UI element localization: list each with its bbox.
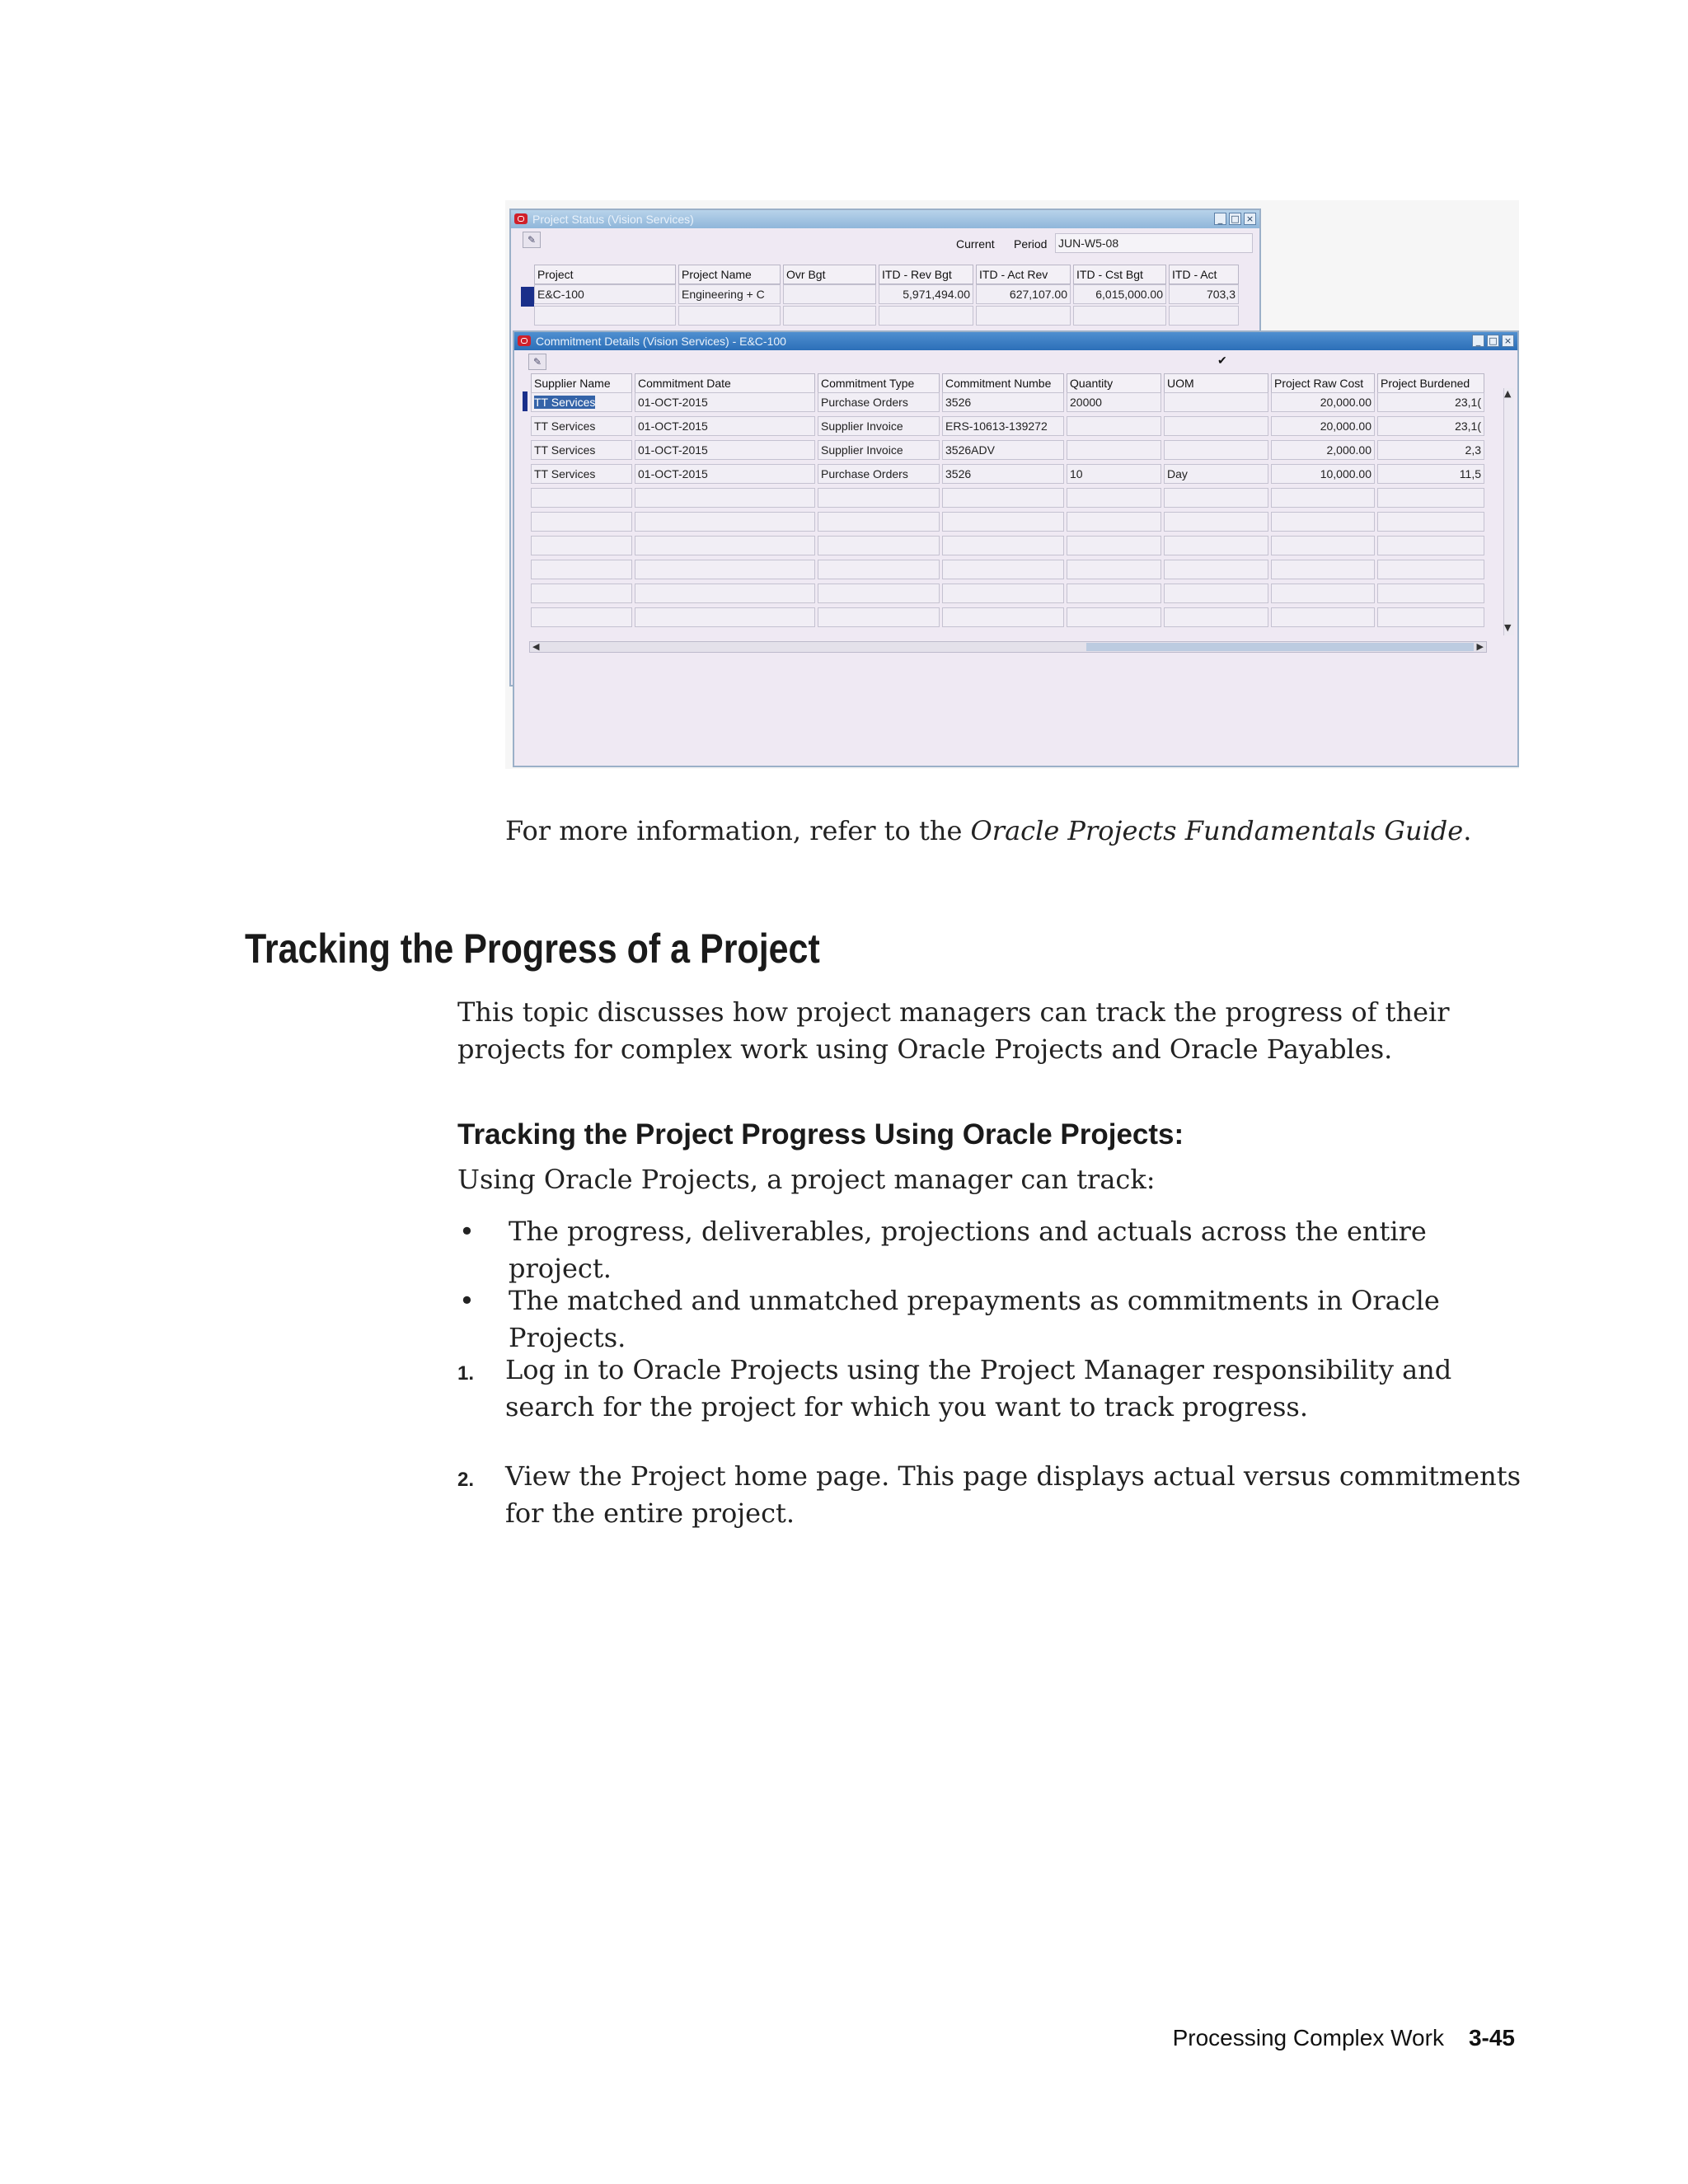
close-icon[interactable]: × bbox=[1502, 335, 1514, 347]
status-cell[interactable]: 627,107.00 bbox=[976, 284, 1071, 304]
status-cell[interactable] bbox=[534, 306, 676, 326]
chapter-title: Processing Complex Work bbox=[1172, 2025, 1444, 2050]
guide-title: Oracle Projects Fundamentals Guide bbox=[970, 815, 1464, 846]
empty-cell[interactable] bbox=[635, 560, 815, 579]
period-field[interactable]: JUN-W5-08 bbox=[1055, 233, 1253, 253]
commitment-column-header: Quantity bbox=[1067, 373, 1161, 393]
bullet-text: The matched and unmatched prepayments as commitments in Oracle Projects. bbox=[509, 1285, 1440, 1353]
maximize-icon[interactable]: □ bbox=[1487, 335, 1499, 347]
step-number: 2. bbox=[457, 1469, 475, 1491]
empty-cell[interactable] bbox=[531, 607, 632, 627]
commitment-column-header: Supplier Name bbox=[531, 373, 632, 393]
step-text: View the Project home page. This page displays actual versus commitments for the entire project. bbox=[505, 1460, 1521, 1529]
empty-cell[interactable] bbox=[942, 560, 1064, 579]
empty-cell[interactable] bbox=[942, 583, 1064, 603]
commitment-cell[interactable] bbox=[1067, 440, 1161, 460]
scroll-down-icon[interactable]: ▼ bbox=[1504, 622, 1512, 633]
status-column-header: ITD - Rev Bgt bbox=[879, 265, 973, 284]
current-label: Current bbox=[956, 237, 995, 251]
commitment-cell[interactable]: 01-OCT-2015 bbox=[635, 416, 815, 436]
commitment-window-titlebar bbox=[514, 332, 1517, 350]
status-cell[interactable] bbox=[678, 306, 781, 326]
commitment-cell[interactable]: Day bbox=[1164, 464, 1268, 484]
status-cell[interactable] bbox=[783, 306, 876, 326]
empty-cell[interactable] bbox=[1164, 560, 1268, 579]
status-cell[interactable] bbox=[1169, 306, 1239, 326]
step-number: 1. bbox=[457, 1362, 475, 1385]
commitment-cell[interactable]: 10,000.00 bbox=[1271, 464, 1375, 484]
checkmark-icon: ✔ bbox=[1217, 354, 1227, 367]
status-column-header: ITD - Cst Bgt bbox=[1073, 265, 1166, 284]
subsection-intro: Using Oracle Projects, a project manager can track: bbox=[457, 1164, 1156, 1195]
reference-period: . bbox=[1463, 815, 1472, 846]
empty-cell[interactable] bbox=[818, 512, 940, 532]
empty-cell[interactable] bbox=[1271, 488, 1375, 508]
commitment-cell[interactable] bbox=[1164, 440, 1268, 460]
reference-text: For more information, refer to the bbox=[505, 815, 971, 846]
empty-cell[interactable] bbox=[1067, 536, 1161, 555]
page-number: 3-45 bbox=[1468, 2025, 1515, 2050]
commitment-cell[interactable]: ERS-10613-139272 bbox=[942, 416, 1064, 436]
current-row-marker bbox=[521, 287, 534, 307]
empty-cell[interactable] bbox=[1271, 536, 1375, 555]
minimize-icon[interactable]: _ bbox=[1214, 213, 1226, 225]
commitment-cell[interactable]: 2,000.00 bbox=[1271, 440, 1375, 460]
empty-cell[interactable] bbox=[942, 536, 1064, 555]
empty-cell[interactable] bbox=[942, 488, 1064, 508]
folder-icon[interactable]: ✎ bbox=[528, 354, 546, 370]
empty-cell[interactable] bbox=[635, 583, 815, 603]
scroll-up-icon[interactable]: ▲ bbox=[1504, 388, 1512, 399]
commitment-cell[interactable]: 01-OCT-2015 bbox=[635, 464, 815, 484]
period-label: Period bbox=[1014, 237, 1048, 251]
commitment-column-header: Project Burdened bbox=[1377, 373, 1484, 393]
empty-cell[interactable] bbox=[531, 583, 632, 603]
status-cell[interactable] bbox=[783, 284, 876, 304]
empty-cell[interactable] bbox=[1164, 607, 1268, 627]
empty-cell[interactable] bbox=[531, 560, 632, 579]
commitment-cell[interactable]: Supplier Invoice bbox=[818, 440, 940, 460]
empty-cell[interactable] bbox=[1164, 583, 1268, 603]
commitment-column-header: Commitment Date bbox=[635, 373, 815, 393]
empty-cell[interactable] bbox=[635, 512, 815, 532]
status-cell[interactable] bbox=[879, 306, 973, 326]
status-window-title: Project Status (Vision Services) bbox=[532, 213, 694, 226]
section-heading: Tracking the Progress of a Project bbox=[245, 926, 820, 972]
empty-cell[interactable] bbox=[1067, 607, 1161, 627]
scroll-left-icon[interactable]: ◀ bbox=[532, 641, 540, 652]
bullet-text: The progress, deliverables, projections and actuals across the entire project. bbox=[509, 1216, 1427, 1284]
status-cell[interactable] bbox=[1073, 306, 1166, 326]
vertical-scrollbar[interactable] bbox=[1503, 388, 1514, 635]
status-column-header: Project Name bbox=[678, 265, 781, 284]
commitment-cell[interactable]: 3526 bbox=[942, 464, 1064, 484]
commitment-cell[interactable]: TT Services bbox=[531, 464, 632, 484]
commitment-cell[interactable]: 20,000.00 bbox=[1271, 392, 1375, 412]
bullet-icon: • bbox=[459, 1285, 475, 1316]
scrollbar-thumb[interactable] bbox=[1086, 643, 1474, 651]
maximize-icon[interactable]: □ bbox=[1229, 213, 1241, 225]
close-icon[interactable]: × bbox=[1244, 213, 1256, 225]
empty-cell[interactable] bbox=[1271, 583, 1375, 603]
empty-cell[interactable] bbox=[1164, 488, 1268, 508]
step-text: Log in to Oracle Projects using the Project Manager responsibility and search for the project for which you want to track progress. bbox=[505, 1354, 1452, 1422]
commitment-cell[interactable]: Purchase Orders bbox=[818, 464, 940, 484]
commitment-cell[interactable] bbox=[1164, 416, 1268, 436]
status-cell[interactable]: 703,3 bbox=[1169, 284, 1239, 304]
commitment-cell[interactable]: 20000 bbox=[1067, 392, 1161, 412]
commitment-details-window bbox=[513, 330, 1519, 767]
commitment-cell[interactable]: 01-OCT-2015 bbox=[635, 440, 815, 460]
commitment-cell[interactable] bbox=[1164, 392, 1268, 412]
status-column-header: Project bbox=[534, 265, 676, 284]
oracle-logo-icon bbox=[518, 335, 531, 346]
commitment-cell[interactable]: 11,5 bbox=[1377, 464, 1484, 484]
empty-cell[interactable] bbox=[635, 536, 815, 555]
reference-paragraph bbox=[505, 813, 1471, 850]
status-column-header: ITD - Act bbox=[1169, 265, 1239, 284]
empty-cell[interactable] bbox=[1377, 607, 1484, 627]
commitment-cell[interactable]: 3526ADV bbox=[942, 440, 1064, 460]
oracle-logo-icon bbox=[514, 213, 528, 224]
empty-cell[interactable] bbox=[1271, 607, 1375, 627]
page-footer bbox=[1173, 2025, 1515, 2051]
commitment-cell[interactable]: Supplier Invoice bbox=[818, 416, 940, 436]
commitment-column-header: Commitment Numbe bbox=[942, 373, 1064, 393]
commitment-window-title: Commitment Details (Vision Services) - E&C-100 bbox=[536, 335, 786, 348]
bullet-icon: • bbox=[459, 1216, 475, 1247]
scroll-right-icon[interactable]: ▶ bbox=[1476, 641, 1484, 652]
subsection-heading: Tracking the Project Progress Using Oracle Projects: bbox=[457, 1118, 1184, 1151]
status-window-titlebar bbox=[511, 210, 1259, 228]
empty-cell[interactable] bbox=[1067, 512, 1161, 532]
commitment-cell[interactable]: Purchase Orders bbox=[818, 392, 940, 412]
empty-cell[interactable] bbox=[1377, 560, 1484, 579]
oracle-forms-screenshot bbox=[505, 200, 1519, 769]
empty-cell[interactable] bbox=[635, 607, 815, 627]
empty-cell[interactable] bbox=[1271, 560, 1375, 579]
empty-cell[interactable] bbox=[942, 607, 1064, 627]
status-cell[interactable]: 5,971,494.00 bbox=[879, 284, 973, 304]
empty-cell[interactable] bbox=[635, 488, 815, 508]
commitment-cell[interactable]: TT Services bbox=[531, 440, 632, 460]
horizontal-scrollbar[interactable] bbox=[529, 641, 1487, 653]
commitment-cell[interactable] bbox=[1067, 416, 1161, 436]
commitment-cell[interactable]: 3526 bbox=[942, 392, 1064, 412]
empty-cell[interactable] bbox=[1377, 583, 1484, 603]
status-cell[interactable] bbox=[976, 306, 1071, 326]
commitment-cell[interactable]: TT Services bbox=[531, 416, 632, 436]
empty-cell[interactable] bbox=[818, 560, 940, 579]
empty-cell[interactable] bbox=[531, 488, 632, 508]
status-column-header: Ovr Bgt bbox=[783, 265, 876, 284]
empty-cell[interactable] bbox=[1377, 488, 1484, 508]
commitment-column-header: Commitment Type bbox=[818, 373, 940, 393]
empty-cell[interactable] bbox=[818, 607, 940, 627]
commitment-column-header: Project Raw Cost bbox=[1271, 373, 1375, 393]
commitment-cell[interactable]: 2,3 bbox=[1377, 440, 1484, 460]
empty-cell[interactable] bbox=[1377, 512, 1484, 532]
empty-cell[interactable] bbox=[531, 512, 632, 532]
commitment-cell[interactable]: 20,000.00 bbox=[1271, 416, 1375, 436]
commitment-cell[interactable]: 10 bbox=[1067, 464, 1161, 484]
empty-cell[interactable] bbox=[1067, 560, 1161, 579]
empty-cell[interactable] bbox=[818, 488, 940, 508]
empty-cell[interactable] bbox=[1271, 512, 1375, 532]
commitment-cell[interactable]: 23,1( bbox=[1377, 416, 1484, 436]
status-cell[interactable]: Engineering + C bbox=[678, 284, 781, 304]
empty-cell[interactable] bbox=[942, 512, 1064, 532]
minimize-icon[interactable]: _ bbox=[1472, 335, 1484, 347]
commitment-cell[interactable]: 01-OCT-2015 bbox=[635, 392, 815, 412]
empty-cell[interactable] bbox=[1164, 536, 1268, 555]
commitment-cell[interactable]: 23,1( bbox=[1377, 392, 1484, 412]
commitment-column-header: UOM bbox=[1164, 373, 1268, 393]
empty-cell[interactable] bbox=[1067, 488, 1161, 508]
topic-paragraph: This topic discusses how project managers can track the progress of their projects for complex work using Oracle Projects and Oracle Payables. bbox=[457, 996, 1450, 1065]
status-column-header: ITD - Act Rev bbox=[976, 265, 1071, 284]
empty-cell[interactable] bbox=[1067, 583, 1161, 603]
empty-cell[interactable] bbox=[531, 536, 632, 555]
status-cell[interactable]: 6,015,000.00 bbox=[1073, 284, 1166, 304]
empty-cell[interactable] bbox=[818, 536, 940, 555]
current-row-marker bbox=[523, 391, 528, 411]
commitment-cell[interactable]: TT Services bbox=[531, 392, 632, 412]
empty-cell[interactable] bbox=[1377, 536, 1484, 555]
empty-cell[interactable] bbox=[818, 583, 940, 603]
empty-cell[interactable] bbox=[1164, 512, 1268, 532]
status-cell[interactable]: E&C-100 bbox=[534, 284, 676, 304]
folder-icon[interactable]: ✎ bbox=[523, 232, 541, 248]
